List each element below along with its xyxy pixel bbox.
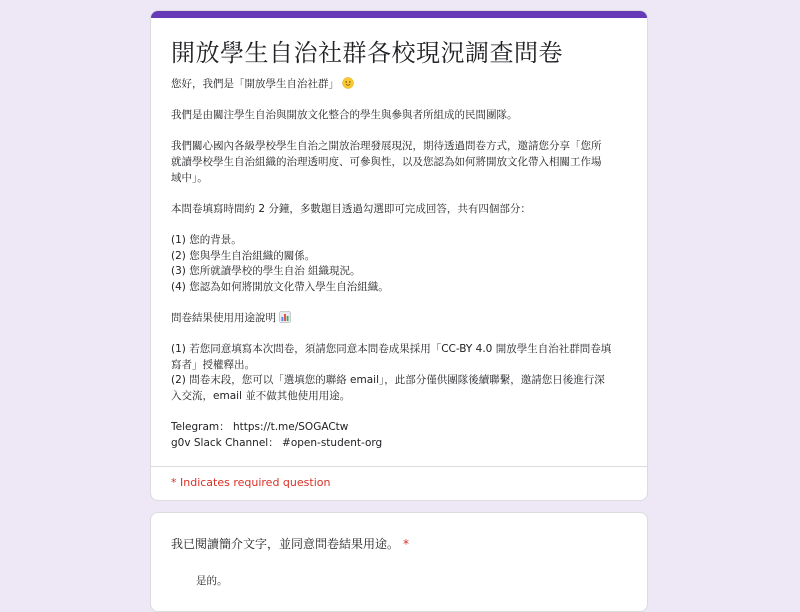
slack-channel[interactable]: g0v Slack Channel： #open-student-org xyxy=(171,436,383,449)
accent-bar xyxy=(150,10,648,18)
question-card xyxy=(150,512,648,612)
purpose-line-1: 我們關心國內各級學校學生自治之開放治理發展現況，期待透過問卷方式，邀請您分享「您所 xyxy=(171,140,602,153)
usage-line: 入交流，email 並不做其他使用用途。 xyxy=(171,389,351,402)
required-note: * Indicates required question xyxy=(171,476,331,489)
part-item: (1) 您的背景。 xyxy=(171,233,242,246)
usage-line: (2) 問卷末段，您可以「選填您的聯絡 email」，此部分僅供團隊後續聯繫，邀請您日後進行深 xyxy=(171,374,605,387)
answer-option[interactable]: 是的。 xyxy=(196,575,228,587)
purpose-line-3: 域中」。 xyxy=(171,171,208,184)
form-title: 開放學生自治社群各校現況調查問卷 xyxy=(171,39,563,67)
intro-text: 我們是由關注學生自治與開放文化整合的學生與參與者所組成的民間團隊。 xyxy=(171,109,518,122)
usage-line: (1) 若您同意填寫本次問卷，須請您同意本問卷成果採用「CC-BY 4.0 開放學生自治社群問卷填 xyxy=(171,343,612,356)
part-item: (4) 您認為如何將開放文化帶入學生自治組織。 xyxy=(171,280,389,293)
form-description xyxy=(151,68,647,451)
part-item: (3) 您所就讀學校的學生自治 組織現況。 xyxy=(171,265,361,278)
greeting-text: 您好，我們是「開放學生自治社群」 xyxy=(171,78,339,90)
form-header-card xyxy=(150,10,648,501)
question-title xyxy=(171,535,409,552)
time-note: 本問卷填寫時間約 2 分鐘，多數題目透過勾選即可完成回答，共有四個部分： xyxy=(171,202,531,215)
required-asterisk: * xyxy=(403,537,410,551)
part-item: (2) 您與學生自治組織的關係。 xyxy=(171,249,316,262)
divider xyxy=(151,466,647,467)
purpose-line-2: 就讀學校學生自治組織的治理透明度、可參與性，以及您認為如何將開放文化帶入相關工作場 xyxy=(171,155,602,168)
telegram-link[interactable]: Telegram： https://t.me/SOGACtw xyxy=(171,421,349,434)
slightly-smiling-face-icon xyxy=(342,77,354,89)
usage-line: 寫者」授權釋出。 xyxy=(171,358,255,371)
bar-chart-icon xyxy=(279,311,291,323)
usage-heading: 問卷結果使用用途說明 xyxy=(171,311,276,324)
question-text: 我已閱讀簡介文字，並同意問卷結果用途。 xyxy=(171,537,400,551)
